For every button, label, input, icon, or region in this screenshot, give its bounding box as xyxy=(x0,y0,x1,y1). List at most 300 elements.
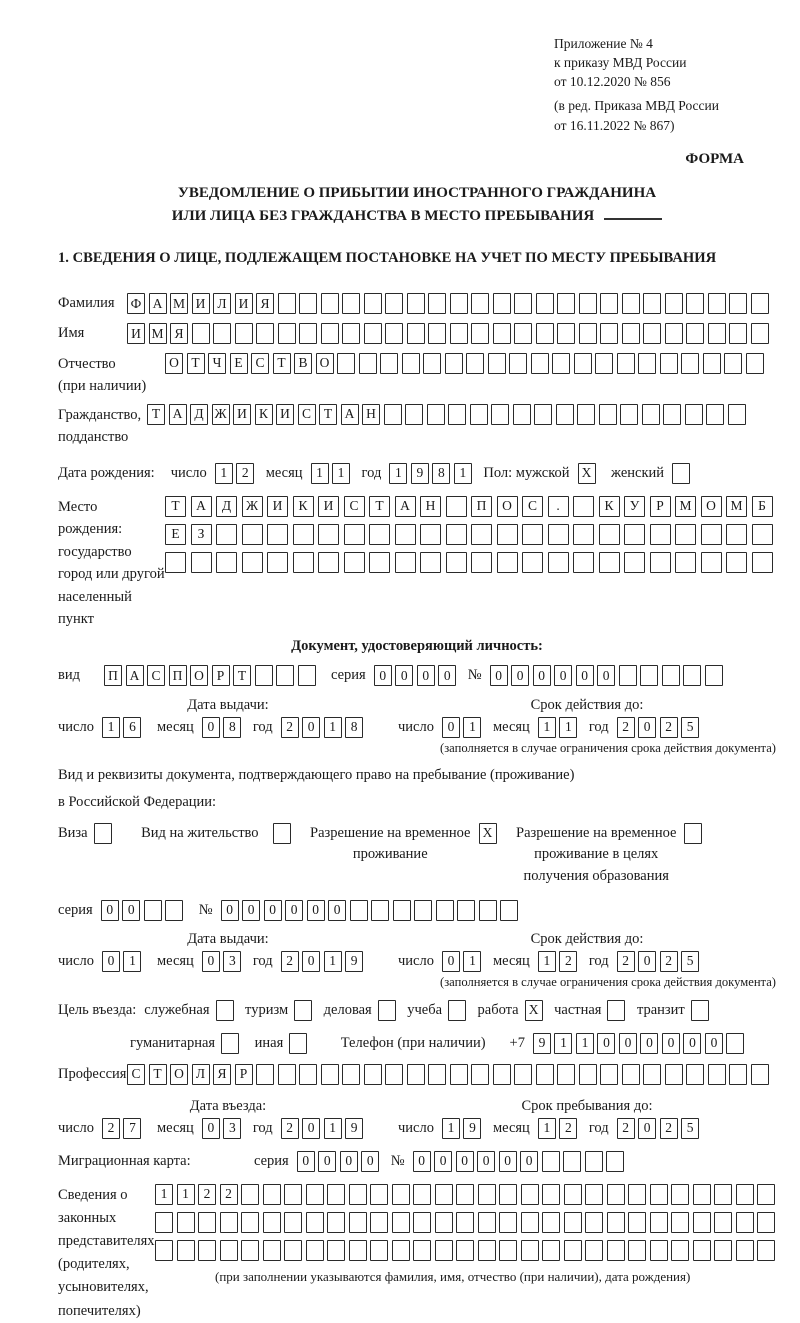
form-cell[interactable]: О xyxy=(316,353,334,374)
form-cell[interactable] xyxy=(407,1064,425,1085)
form-cell[interactable] xyxy=(435,1184,453,1205)
form-cell[interactable] xyxy=(585,1212,603,1233)
form-cell[interactable] xyxy=(497,524,518,545)
form-cell[interactable] xyxy=(497,552,518,573)
form-cell[interactable] xyxy=(435,1212,453,1233)
form-cell[interactable] xyxy=(693,1240,711,1261)
form-cell[interactable]: Ж xyxy=(242,496,263,517)
form-cell[interactable] xyxy=(273,823,291,844)
form-cell[interactable] xyxy=(448,1000,466,1021)
form-cell[interactable] xyxy=(493,1064,511,1085)
form-cell[interactable] xyxy=(318,524,339,545)
form-cell[interactable]: 8 xyxy=(223,717,241,738)
form-cell[interactable] xyxy=(693,1212,711,1233)
form-cell[interactable] xyxy=(369,552,390,573)
form-cell[interactable] xyxy=(420,552,441,573)
form-cell[interactable] xyxy=(493,293,511,314)
form-cell[interactable] xyxy=(289,1033,307,1054)
form-cell[interactable] xyxy=(392,1240,410,1261)
form-cell[interactable] xyxy=(579,323,597,344)
form-cell[interactable]: 0 xyxy=(202,1118,220,1139)
form-cell[interactable]: 2 xyxy=(660,717,678,738)
form-cell[interactable] xyxy=(470,404,488,425)
form-cell[interactable]: Е xyxy=(230,353,248,374)
form-cell[interactable]: 0 xyxy=(490,665,508,686)
form-cell[interactable]: 1 xyxy=(324,1118,342,1139)
form-cell[interactable] xyxy=(521,1240,539,1261)
form-cell[interactable]: Р xyxy=(235,1064,253,1085)
form-cell[interactable]: 1 xyxy=(442,1118,460,1139)
form-cell[interactable]: 2 xyxy=(281,1118,299,1139)
form-cell[interactable]: О xyxy=(701,496,722,517)
form-cell[interactable] xyxy=(306,1212,324,1233)
form-cell[interactable]: 0 xyxy=(554,665,572,686)
form-cell[interactable] xyxy=(221,1033,239,1054)
form-cell[interactable] xyxy=(380,353,398,374)
form-cell[interactable] xyxy=(542,1184,560,1205)
form-cell[interactable]: 6 xyxy=(123,717,141,738)
form-cell[interactable]: Ф xyxy=(127,293,145,314)
form-cell[interactable] xyxy=(364,293,382,314)
form-cell[interactable]: И xyxy=(192,293,210,314)
form-cell[interactable] xyxy=(514,1064,532,1085)
form-cell[interactable]: 0 xyxy=(361,1151,379,1172)
form-cell[interactable] xyxy=(191,552,212,573)
form-cell[interactable] xyxy=(675,524,696,545)
form-cell[interactable] xyxy=(491,404,509,425)
form-cell[interactable] xyxy=(701,524,722,545)
form-cell[interactable] xyxy=(714,1212,732,1233)
form-cell[interactable] xyxy=(708,1064,726,1085)
form-cell[interactable] xyxy=(155,1240,173,1261)
form-cell[interactable] xyxy=(392,1184,410,1205)
form-cell[interactable] xyxy=(370,1184,388,1205)
form-cell[interactable]: И xyxy=(318,496,339,517)
form-cell[interactable]: 5 xyxy=(681,717,699,738)
form-cell[interactable] xyxy=(395,524,416,545)
form-cell[interactable]: 1 xyxy=(538,951,556,972)
form-cell[interactable] xyxy=(619,665,637,686)
form-cell[interactable] xyxy=(509,353,527,374)
form-cell[interactable]: Т xyxy=(147,404,165,425)
form-cell[interactable] xyxy=(736,1212,754,1233)
form-cell[interactable]: М xyxy=(170,293,188,314)
form-cell[interactable] xyxy=(726,524,747,545)
form-cell[interactable] xyxy=(617,353,635,374)
form-cell[interactable]: 0 xyxy=(597,665,615,686)
form-cell[interactable] xyxy=(342,293,360,314)
form-cell[interactable] xyxy=(622,293,640,314)
form-cell[interactable]: 1 xyxy=(576,1033,594,1054)
form-cell[interactable]: 2 xyxy=(198,1184,216,1205)
form-cell[interactable]: 0 xyxy=(264,900,282,921)
form-cell[interactable] xyxy=(606,1151,624,1172)
form-cell[interactable] xyxy=(242,524,263,545)
form-cell[interactable] xyxy=(427,404,445,425)
form-cell[interactable] xyxy=(650,1240,668,1261)
form-cell[interactable]: 9 xyxy=(345,1118,363,1139)
form-cell[interactable] xyxy=(407,323,425,344)
form-cell[interactable]: Р xyxy=(212,665,230,686)
form-cell[interactable]: Р xyxy=(650,496,671,517)
form-cell[interactable] xyxy=(364,1064,382,1085)
form-cell[interactable] xyxy=(371,900,389,921)
form-cell[interactable]: У xyxy=(624,496,645,517)
form-cell[interactable]: Я xyxy=(256,293,274,314)
form-cell[interactable] xyxy=(684,823,702,844)
form-cell[interactable] xyxy=(192,323,210,344)
form-cell[interactable] xyxy=(177,1212,195,1233)
form-cell[interactable]: 3 xyxy=(223,1118,241,1139)
form-cell[interactable]: 2 xyxy=(559,951,577,972)
form-cell[interactable]: 1 xyxy=(463,717,481,738)
form-cell[interactable] xyxy=(622,323,640,344)
form-cell[interactable]: 0 xyxy=(102,951,120,972)
form-cell[interactable]: . xyxy=(548,496,569,517)
form-cell[interactable]: 0 xyxy=(202,717,220,738)
form-cell[interactable]: О xyxy=(165,353,183,374)
form-cell[interactable] xyxy=(600,323,618,344)
form-cell[interactable]: 1 xyxy=(215,463,233,484)
form-cell[interactable]: 0 xyxy=(442,717,460,738)
form-cell[interactable] xyxy=(714,1240,732,1261)
form-cell[interactable]: 0 xyxy=(297,1151,315,1172)
form-cell[interactable] xyxy=(564,1240,582,1261)
form-cell[interactable] xyxy=(542,1212,560,1233)
form-cell[interactable]: 0 xyxy=(285,900,303,921)
form-cell[interactable] xyxy=(241,1212,259,1233)
form-cell[interactable] xyxy=(557,293,575,314)
form-cell[interactable]: 0 xyxy=(302,951,320,972)
form-cell[interactable] xyxy=(255,665,273,686)
form-cell[interactable] xyxy=(216,1000,234,1021)
form-cell[interactable] xyxy=(471,293,489,314)
form-cell[interactable] xyxy=(579,1064,597,1085)
form-cell[interactable] xyxy=(671,1184,689,1205)
form-cell[interactable] xyxy=(650,524,671,545)
form-cell[interactable] xyxy=(671,1212,689,1233)
form-cell[interactable] xyxy=(701,552,722,573)
form-cell[interactable]: 2 xyxy=(617,1118,635,1139)
form-cell[interactable] xyxy=(385,323,403,344)
form-cell[interactable] xyxy=(536,323,554,344)
form-cell[interactable] xyxy=(757,1184,775,1205)
form-cell[interactable] xyxy=(370,1240,388,1261)
form-cell[interactable]: 0 xyxy=(374,665,392,686)
form-cell[interactable] xyxy=(299,1064,317,1085)
form-cell[interactable] xyxy=(577,404,595,425)
form-cell[interactable] xyxy=(213,323,231,344)
form-cell[interactable]: Д xyxy=(190,404,208,425)
form-cell[interactable]: К xyxy=(293,496,314,517)
form-cell[interactable] xyxy=(445,353,463,374)
form-cell[interactable] xyxy=(293,552,314,573)
form-cell[interactable] xyxy=(488,353,506,374)
form-cell[interactable]: 0 xyxy=(302,717,320,738)
form-cell[interactable]: З xyxy=(191,524,212,545)
form-cell[interactable]: 3 xyxy=(223,951,241,972)
form-cell[interactable] xyxy=(405,404,423,425)
form-cell[interactable]: 1 xyxy=(554,1033,572,1054)
form-cell[interactable] xyxy=(349,1184,367,1205)
form-cell[interactable] xyxy=(349,1240,367,1261)
form-cell[interactable] xyxy=(736,1240,754,1261)
form-cell[interactable] xyxy=(298,665,316,686)
form-cell[interactable]: Т xyxy=(369,496,390,517)
form-cell[interactable] xyxy=(686,1064,704,1085)
form-cell[interactable]: 2 xyxy=(660,1118,678,1139)
form-cell[interactable] xyxy=(714,1184,732,1205)
form-cell[interactable] xyxy=(478,1240,496,1261)
form-cell[interactable] xyxy=(628,1240,646,1261)
form-cell[interactable] xyxy=(321,323,339,344)
form-cell[interactable] xyxy=(450,323,468,344)
form-cell[interactable] xyxy=(284,1184,302,1205)
form-cell[interactable]: 1 xyxy=(538,1118,556,1139)
form-cell[interactable]: 0 xyxy=(576,665,594,686)
form-cell[interactable]: 1 xyxy=(332,463,350,484)
form-cell[interactable] xyxy=(683,665,701,686)
form-cell[interactable]: 0 xyxy=(242,900,260,921)
form-cell[interactable]: 2 xyxy=(102,1118,120,1139)
form-cell[interactable] xyxy=(665,293,683,314)
form-cell[interactable] xyxy=(757,1240,775,1261)
form-cell[interactable]: 1 xyxy=(324,717,342,738)
form-cell[interactable]: Т xyxy=(165,496,186,517)
form-cell[interactable] xyxy=(216,524,237,545)
form-cell[interactable] xyxy=(607,1000,625,1021)
form-cell[interactable] xyxy=(321,1064,339,1085)
form-cell[interactable]: 0 xyxy=(511,665,529,686)
form-cell[interactable]: Т xyxy=(149,1064,167,1085)
form-cell[interactable]: 2 xyxy=(617,951,635,972)
form-cell[interactable] xyxy=(691,1000,709,1021)
form-cell[interactable]: 5 xyxy=(681,1118,699,1139)
form-cell[interactable] xyxy=(241,1184,259,1205)
form-cell[interactable] xyxy=(220,1212,238,1233)
form-cell[interactable] xyxy=(385,293,403,314)
form-cell[interactable]: 9 xyxy=(533,1033,551,1054)
form-cell[interactable]: 0 xyxy=(533,665,551,686)
form-cell[interactable] xyxy=(423,353,441,374)
form-cell[interactable]: 0 xyxy=(477,1151,495,1172)
form-cell[interactable]: С xyxy=(298,404,316,425)
form-cell[interactable] xyxy=(500,900,518,921)
form-cell[interactable] xyxy=(499,1212,517,1233)
form-cell[interactable] xyxy=(420,524,441,545)
form-cell[interactable]: 9 xyxy=(411,463,429,484)
form-cell[interactable] xyxy=(428,323,446,344)
form-cell[interactable]: Т xyxy=(273,353,291,374)
form-cell[interactable] xyxy=(675,552,696,573)
form-cell[interactable]: П xyxy=(169,665,187,686)
form-cell[interactable] xyxy=(522,552,543,573)
form-cell[interactable]: 1 xyxy=(311,463,329,484)
form-cell[interactable] xyxy=(573,552,594,573)
form-cell[interactable] xyxy=(456,1212,474,1233)
form-cell[interactable]: А xyxy=(149,293,167,314)
form-cell[interactable]: И xyxy=(267,496,288,517)
form-cell[interactable] xyxy=(242,552,263,573)
form-cell[interactable]: 0 xyxy=(499,1151,517,1172)
form-cell[interactable]: В xyxy=(294,353,312,374)
form-cell[interactable]: М xyxy=(726,496,747,517)
form-cell[interactable]: 1 xyxy=(177,1184,195,1205)
form-cell[interactable]: Т xyxy=(187,353,205,374)
form-cell[interactable]: 2 xyxy=(220,1184,238,1205)
form-cell[interactable] xyxy=(662,665,680,686)
form-cell[interactable] xyxy=(585,1151,603,1172)
form-cell[interactable] xyxy=(267,524,288,545)
form-cell[interactable] xyxy=(471,552,492,573)
form-cell[interactable]: 0 xyxy=(413,1151,431,1172)
form-cell[interactable] xyxy=(499,1240,517,1261)
form-cell[interactable] xyxy=(364,323,382,344)
form-cell[interactable]: 0 xyxy=(638,717,656,738)
form-cell[interactable] xyxy=(534,404,552,425)
form-cell[interactable]: 0 xyxy=(307,900,325,921)
form-cell[interactable] xyxy=(446,496,467,517)
form-cell[interactable] xyxy=(599,524,620,545)
form-cell[interactable] xyxy=(542,1240,560,1261)
form-cell[interactable]: 7 xyxy=(123,1118,141,1139)
form-cell[interactable]: И xyxy=(233,404,251,425)
form-cell[interactable]: 0 xyxy=(456,1151,474,1172)
form-cell[interactable] xyxy=(607,1240,625,1261)
form-cell[interactable] xyxy=(448,404,466,425)
form-cell[interactable] xyxy=(643,323,661,344)
form-cell[interactable]: 1 xyxy=(102,717,120,738)
form-cell[interactable] xyxy=(344,524,365,545)
form-cell[interactable] xyxy=(327,1240,345,1261)
form-cell[interactable] xyxy=(293,524,314,545)
form-cell[interactable]: 0 xyxy=(318,1151,336,1172)
form-cell[interactable]: 0 xyxy=(395,665,413,686)
form-cell[interactable] xyxy=(599,552,620,573)
form-cell[interactable] xyxy=(751,293,769,314)
form-cell[interactable] xyxy=(628,1184,646,1205)
form-cell[interactable]: 2 xyxy=(236,463,254,484)
form-cell[interactable]: 2 xyxy=(281,951,299,972)
form-cell[interactable] xyxy=(263,1184,281,1205)
form-cell[interactable] xyxy=(446,524,467,545)
form-cell[interactable] xyxy=(650,552,671,573)
form-cell[interactable]: 0 xyxy=(340,1151,358,1172)
form-cell[interactable]: 0 xyxy=(101,900,119,921)
form-cell[interactable] xyxy=(708,293,726,314)
form-cell[interactable]: С xyxy=(522,496,543,517)
form-cell[interactable] xyxy=(736,1184,754,1205)
form-cell[interactable] xyxy=(752,524,773,545)
form-cell[interactable] xyxy=(624,524,645,545)
form-cell[interactable]: А xyxy=(169,404,187,425)
form-cell[interactable] xyxy=(198,1212,216,1233)
form-cell[interactable] xyxy=(263,1212,281,1233)
form-cell[interactable] xyxy=(751,323,769,344)
form-cell[interactable] xyxy=(256,323,274,344)
form-cell[interactable]: 1 xyxy=(123,951,141,972)
form-cell[interactable] xyxy=(595,353,613,374)
form-cell[interactable] xyxy=(703,353,721,374)
form-cell[interactable]: 0 xyxy=(640,1033,658,1054)
form-cell[interactable] xyxy=(685,404,703,425)
form-cell[interactable]: 0 xyxy=(705,1033,723,1054)
form-cell[interactable]: О xyxy=(497,496,518,517)
form-cell[interactable] xyxy=(620,404,638,425)
form-cell[interactable] xyxy=(350,900,368,921)
form-cell[interactable] xyxy=(536,1064,554,1085)
form-cell[interactable] xyxy=(585,1240,603,1261)
form-cell[interactable]: 0 xyxy=(520,1151,538,1172)
form-cell[interactable] xyxy=(552,353,570,374)
form-cell[interactable] xyxy=(665,323,683,344)
form-cell[interactable]: 0 xyxy=(638,1118,656,1139)
form-cell[interactable] xyxy=(413,1240,431,1261)
form-cell[interactable] xyxy=(522,524,543,545)
form-cell[interactable] xyxy=(600,1064,618,1085)
form-cell[interactable]: Ч xyxy=(208,353,226,374)
form-cell[interactable]: Т xyxy=(233,665,251,686)
form-cell[interactable] xyxy=(278,323,296,344)
form-cell[interactable] xyxy=(450,293,468,314)
form-cell[interactable] xyxy=(456,1184,474,1205)
form-cell[interactable]: 0 xyxy=(122,900,140,921)
form-cell[interactable] xyxy=(706,404,724,425)
form-cell[interactable] xyxy=(686,323,704,344)
form-cell[interactable] xyxy=(660,353,678,374)
form-cell[interactable] xyxy=(642,404,660,425)
form-cell[interactable] xyxy=(395,552,416,573)
form-cell[interactable] xyxy=(607,1212,625,1233)
form-cell[interactable]: И xyxy=(235,293,253,314)
form-cell[interactable] xyxy=(384,404,402,425)
form-cell[interactable]: 2 xyxy=(559,1118,577,1139)
form-cell[interactable] xyxy=(752,552,773,573)
form-cell[interactable] xyxy=(263,1240,281,1261)
form-cell[interactable]: 0 xyxy=(619,1033,637,1054)
form-cell[interactable] xyxy=(531,353,549,374)
form-cell[interactable] xyxy=(665,1064,683,1085)
form-cell[interactable] xyxy=(542,1151,560,1172)
form-cell[interactable] xyxy=(349,1212,367,1233)
form-cell[interactable] xyxy=(599,404,617,425)
form-cell[interactable]: 0 xyxy=(442,951,460,972)
form-cell[interactable] xyxy=(600,293,618,314)
form-cell[interactable]: Н xyxy=(420,496,441,517)
form-cell[interactable] xyxy=(327,1212,345,1233)
form-cell[interactable] xyxy=(256,1064,274,1085)
form-cell[interactable]: О xyxy=(170,1064,188,1085)
form-cell[interactable] xyxy=(299,323,317,344)
form-cell[interactable] xyxy=(573,496,594,517)
form-cell[interactable] xyxy=(471,1064,489,1085)
form-cell[interactable] xyxy=(728,404,746,425)
form-cell[interactable] xyxy=(428,293,446,314)
form-cell[interactable] xyxy=(392,1212,410,1233)
form-cell[interactable]: 0 xyxy=(438,665,456,686)
form-cell[interactable]: И xyxy=(127,323,145,344)
form-cell[interactable]: 1 xyxy=(559,717,577,738)
form-cell[interactable] xyxy=(672,463,690,484)
form-cell[interactable] xyxy=(413,1184,431,1205)
form-cell[interactable] xyxy=(276,665,294,686)
form-cell[interactable]: X xyxy=(479,823,497,844)
form-cell[interactable] xyxy=(165,900,183,921)
form-cell[interactable]: 0 xyxy=(683,1033,701,1054)
form-cell[interactable] xyxy=(456,1240,474,1261)
form-cell[interactable] xyxy=(650,1212,668,1233)
form-cell[interactable] xyxy=(514,323,532,344)
